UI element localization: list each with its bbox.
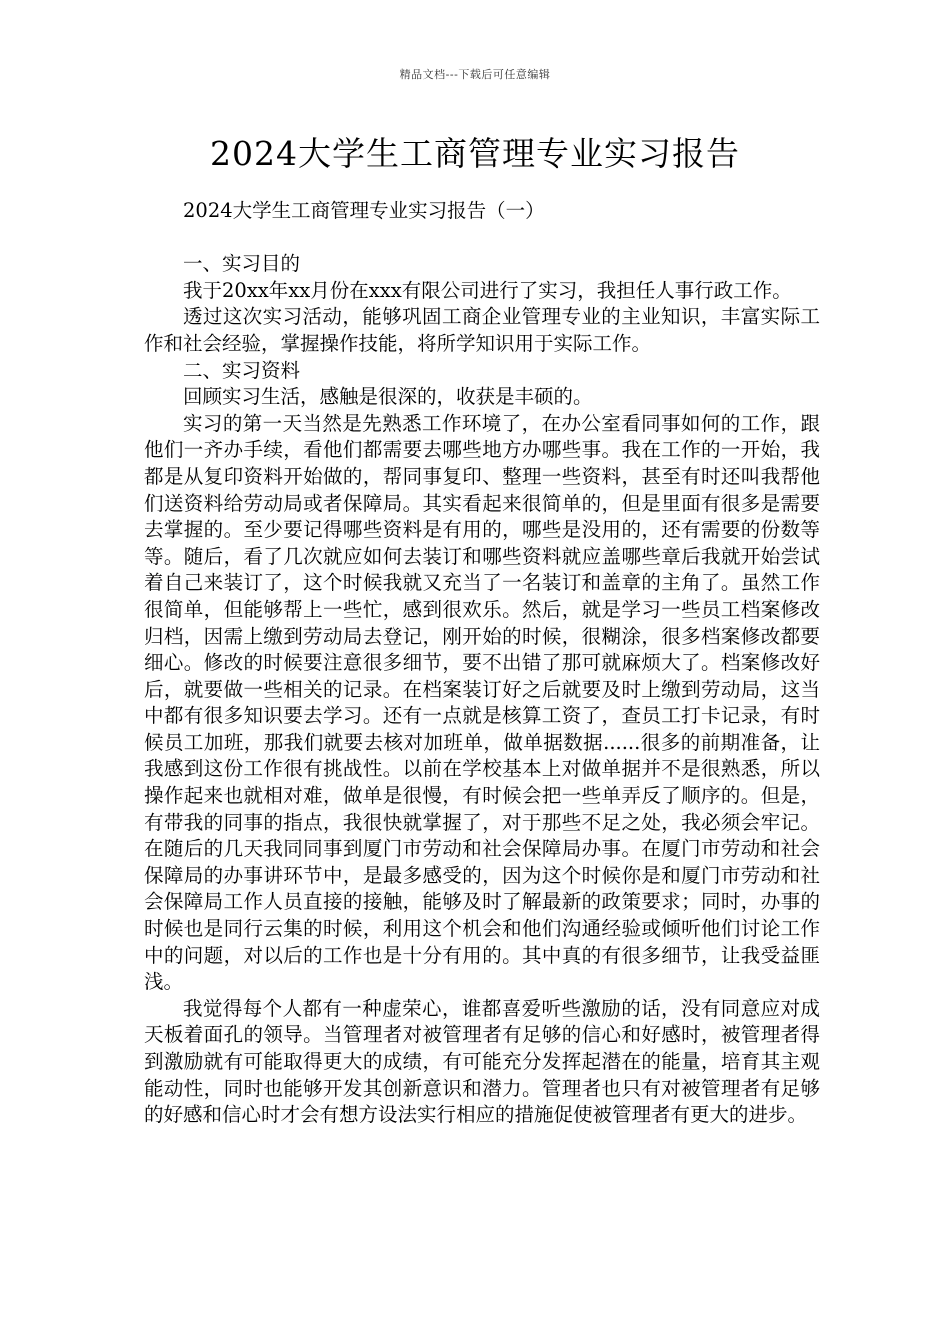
section-heading-purpose: 一、实习目的 <box>183 252 301 276</box>
section-heading-content: 二、实习资料 <box>183 358 301 382</box>
paragraph: 实习的第一天当然是先熟悉工作环境了，在办公室看同事如何的工作，跟他们一齐办手续，看他们都需要去哪些地方办哪些事。我在工作的一开始，我都是从复印资料开始做的，帮同事复印、整理一些资料，甚至有时还叫我帮他们送资料给劳动局或者保障局。其实看起来很简单的，但是里面有很多是需要去掌握的。至少要记得哪些资料是有用的，哪些是没用的，还有需要的份数等等。随后，看了几次就应如何去装订和哪些资料就应盖哪些章后我就开始尝试着自己来装订了，这个时候我就又充当了一名装订和盖章的主角了。虽然工作很简单，但能够帮上一些忙，感到很欢乐。然后，就是学习一些员工档案修改归档，因需上缴到劳动局去登记，刚开始的时候，很糊涂，很多档案修改都要细心。修改的时候要注意很多细节，要不出错了那可就麻烦大了。档案修改好后，就要做一些相关的记录。在档案装订好之后就要及时上缴到劳动局，这当中都有很多知识要去学习。还有一点就是核算工资了，查员工打卡记录，有时候员工加班，那我们就要去核对加班单，做单据数据......很多的前期准备，让我感到这份工作很有挑战性。以前在学校基本上对做单据并不是很熟悉，所以操作起来也就相对难，做单是很慢，有时候会把一些单弄反了顺序的。但是，有带我的同事的指点，我很快就掌握了，对于那些不足之处，我必须会牢记。在随后的几天我同同事到厦门市劳动和社会保障局办事。在厦门市劳动和社会保障局的办事讲环节中，是最多感受的，因为这个时候你是和厦门市劳动和社会保障局工作人员直接的接触，能够及时了解最新的政策要求；同时，办事的时候也是同行云集的时候，利用这个机会和他们沟通经验或倾听他们讨论工作中的问题，对以后的工作也是十分有用的。其中真的有很多细节，让我受益匪浅。 <box>144 411 820 994</box>
header-note: 精品文档---下载后可任意编辑 <box>399 68 551 81</box>
paragraph: 透过这次实习活动，能够巩固工商企业管理专业的主业知识，丰富实际工作和社会经验，掌握操作技能，将所学知识用于实际工作。 <box>144 305 820 355</box>
paragraph: 我于20xx年xx月份在xxx有限公司进行了实习，我担任人事行政工作。 <box>183 278 792 302</box>
document-body <box>144 198 820 1129</box>
report-subtitle: 2024大学生工商管理专业实习报告（一） <box>183 199 545 222</box>
paragraph: 回顾实习生活，感触是很深的，收获是丰硕的。 <box>183 385 593 409</box>
paragraph: 我觉得每个人都有一种虚荣心，谁都喜爱听些激励的话，没有同意应对成天板着面孔的领导。当管理者对被管理者有足够的信心和好感时，被管理者得到激励就有可能取得更大的成绩，有可能充分发挥起潜在的能量，培育其主观能动性，同时也能够开发其创新意识和潜力。管理者也只有对被管理者有足够的好感和信心时才会有想方设法实行相应的措施促使被管理者有更大的进步。 <box>144 996 820 1127</box>
document-title: 2024大学生工商管理专业实习报告 <box>210 134 740 173</box>
